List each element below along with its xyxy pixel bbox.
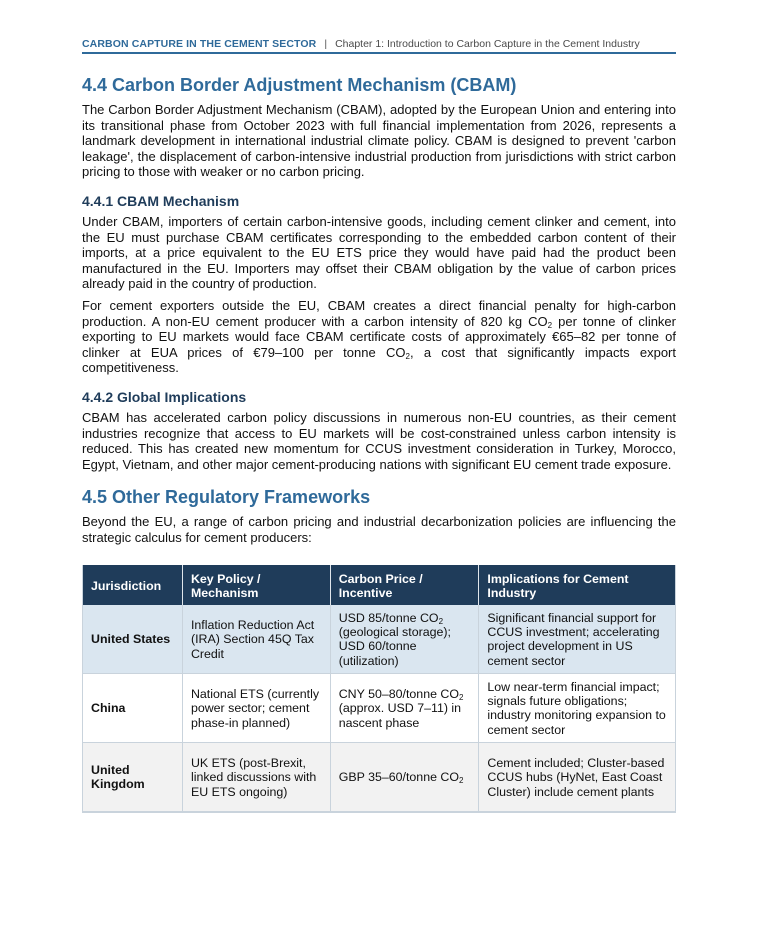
table-row — [83, 674, 676, 743]
subsection-heading-4-4-2: 4.4.2 Global Implications — [82, 388, 247, 405]
paragraph-text: , a cost that significantly impacts export competitiveness. — [82, 344, 677, 376]
implications-cell: Low near-term financial impact; signals future obligations; industry monitoring expansion to cement sector — [479, 674, 676, 743]
chapter-title: Chapter 1: Introduction to Carbon Capture in the Cement Industry — [335, 38, 640, 50]
subsection-heading-4-4-1: 4.4.1 CBAM Mechanism — [82, 192, 240, 209]
subscript: 2 — [459, 776, 464, 786]
jurisdiction-cell: China — [83, 674, 183, 743]
paragraph-text: For cement exporters outside the EU, CBAM creates a direct financial penalty for high-carbon production. A non-EU cement producer with a carbon intensity of 820 kg CO — [82, 297, 676, 329]
header-separator: | — [324, 38, 328, 50]
table-row — [83, 743, 676, 813]
table-header-carbon-price: Carbon Price / Incentive — [330, 565, 479, 605]
subscript: 2 — [459, 692, 464, 702]
document-page — [82, 38, 676, 813]
document-title: CARBON CAPTURE IN THE CEMENT SECTOR — [82, 38, 317, 50]
table-row — [83, 605, 676, 674]
section-4-5-paragraph: Beyond the EU, a range of carbon pricing and industrial decarbonization policies are influencing the strategic calculus for cement producers: — [82, 514, 676, 545]
implications-cell: Significant financial support for CCUS investment; accelerating project development in US cement sector — [479, 605, 676, 674]
cell-text: CNY 50–80/tonne CO — [338, 686, 459, 701]
table-header-implications: Implications for Cement Industry — [479, 565, 676, 605]
section-heading-4-4: 4.4 Carbon Border Adjustment Mechanism (CBAM) — [82, 75, 517, 95]
table-header-row — [83, 565, 676, 605]
section-4-4-paragraph: The Carbon Border Adjustment Mechanism (CBAM), adopted by the European Union and entering into its transitional phase from October 2023 with full financial implementation from 2026, represents a landmark development in international industrial climate policy. CBAM is designed to prevent 'carbon leakage', the displacement of carbon-intensive industrial production from jurisdictions with strict carbon pricing to those with weaker or no carbon pricing. — [82, 102, 676, 180]
subscript: 2 — [405, 351, 410, 361]
implications-cell: Cement included; Cluster-based CCUS hubs (HyNet, East Coast Cluster) include cement plants — [479, 743, 676, 813]
jurisdiction-cell: United Kingdom — [83, 743, 183, 813]
jurisdiction-cell: United States — [83, 605, 183, 674]
policy-cell: UK ETS (post-Brexit, linked discussions with EU ETS ongoing) — [182, 743, 330, 813]
regulatory-frameworks-table — [82, 565, 676, 813]
carbon-price-cell — [330, 674, 479, 743]
carbon-price-cell — [330, 605, 479, 674]
cell-text: GBP 35–60/tonne CO — [338, 770, 460, 785]
subsection-4-4-1-paragraph-2 — [82, 298, 676, 376]
subscript: 2 — [547, 320, 553, 330]
subsection-4-4-1-paragraph-1: Under CBAM, importers of certain carbon-intensive goods, including cement clinker and cement, into the EU must purchase CBAM certificates corresponding to the embedded carbon content of their imports, at a price equivalent to the EU ETS price they would have paid had the product been manufactured in the EU. Importers may offset their CBAM obligation by the value of carbon prices already paid in the country of production. — [82, 213, 676, 292]
running-header — [82, 38, 676, 54]
policy-cell: Inflation Reduction Act (IRA) Section 45Q Tax Credit — [182, 605, 330, 674]
cell-text: USD 85/tonne CO — [338, 610, 439, 625]
paragraph-text: per tonne of clinker exporting to EU markets would face CBAM certificate costs of approximately €65–82 per tonne of clinker at EUA prices of €79–100 per tonne CO — [82, 313, 676, 360]
carbon-price-cell — [330, 743, 479, 813]
cell-text: (geological storage); USD 60/tonne (utilization) — [338, 625, 451, 668]
policy-cell: National ETS (currently power sector; cement phase-in planned) — [182, 674, 330, 743]
subsection-4-4-2-paragraph: CBAM has accelerated carbon policy discussions in numerous non-EU countries, as their cement industries recognize that access to EU markets will be cost-constrained unless carbon intensity is reduced. This has created new momentum for CCUS investment consideration in Turkey, Morocco, Egypt, Vietnam, and other major cement-producing nations with significant EU cement trade exposure. — [82, 409, 676, 472]
table-header-policy: Key Policy / Mechanism — [182, 565, 330, 605]
cell-text: (approx. USD 7–11) in nascent phase — [338, 701, 462, 730]
table-header-jurisdiction: Jurisdiction — [83, 565, 183, 605]
section-heading-4-5: 4.5 Other Regulatory Frameworks — [82, 487, 371, 508]
subscript: 2 — [438, 616, 444, 626]
